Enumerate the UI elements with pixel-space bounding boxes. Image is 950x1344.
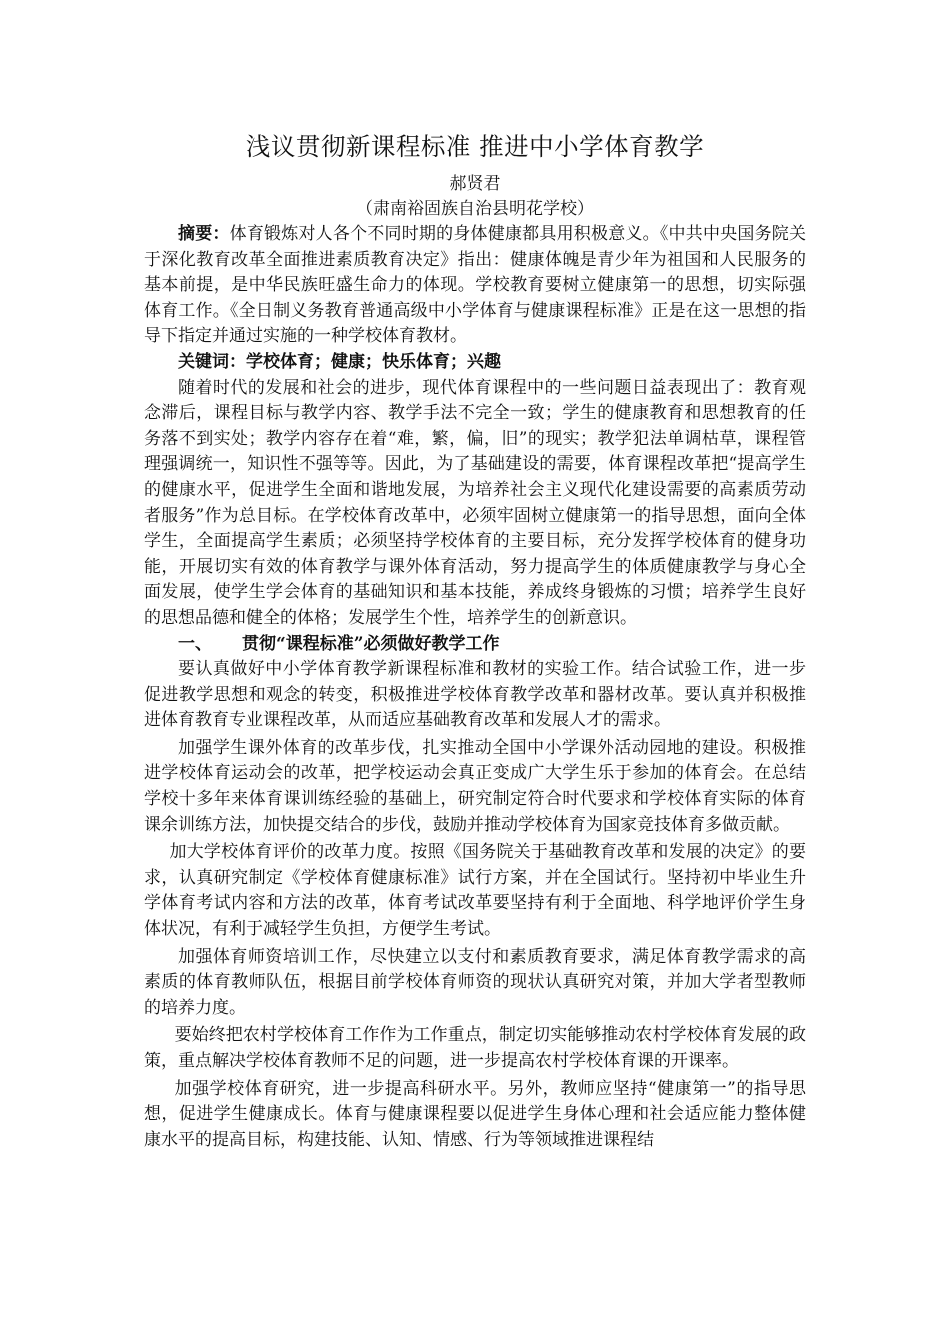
body-paragraph: 加强学生课外体育的改革步伐，扎实推动全国中小学课外活动园地的建设。积极推进学校体育运动会的改革，把学校运动会真正变成广大学生乐于参加的体育会。在总结学校十多年来体育课训练经验的基础上，研究制定符合时代要求和学校体育实际的体育课余训练方法，加快提交结合的步伐，鼓励并推动学校体育为国家竞技体育多做贡献。 — [144, 737, 806, 835]
document-page — [144, 130, 806, 1153]
body-paragraph: 加大学校体育评价的改革力度。按照《国务院关于基础教育改革和发展的决定》的要求，认真研究制定《学校体育健康标准》试行方案，并在全国试行。坚持初中毕业生升学体育考试内容和方法的改革，体育考试改革要坚持有利于全面地、科学地评价学生身体状况，有利于减轻学生负担，方便学生考试。 — [144, 842, 806, 940]
section-heading — [144, 632, 806, 658]
abstract-text: 体育锻炼对人各个不同时期的身体健康都具用积极意义。《中共中央国务院关于深化教育改革全面推进素质教育决定》指出：健康体魄是青少年为祖国和人民服务的基本前提，是中华民族旺盛生命力的体现。学校教育要树立健康第一的思想，切实际强体育工作。《全日制义务教育普通高级中小学体育与健康课程标准》正是在这一思想的指导下指定并通过实施的一种学校体育教材。 — [144, 224, 806, 347]
body-paragraph: 加强体育师资培训工作，尽快建立以支付和素质教育要求，满足体育教学需求的高素质的体育教师队伍，根据目前学校体育师资的现状认真研究对策，并加大学者型教师的培养力度。 — [144, 946, 806, 1018]
author-affiliation: （肃南裕固族自治县明花学校） — [356, 199, 594, 219]
author-name: 郝贤君 — [449, 174, 501, 194]
body-paragraph: 要认真做好中小学体育教学新课程标准和教材的实验工作。结合试验工作，进一步促进教学思想和观念的转变，积极推进学校体育教学改革和器材改革。要认真并积极推进体育教育专业课程改革，从而适应基础教育改革和发展人才的需求。 — [144, 659, 806, 731]
body-paragraph: 加强学校体育研究，进一步提高科研水平。另外，教师应坚持“健康第一”的指导思想，促进学生健康成长。体育与健康课程要以促进学生身体心理和社会适应能力整体健康水平的提高目标，构建技能、认知、情感、行为等领域推进课程结 — [144, 1078, 806, 1150]
keywords-label: 关键词： — [178, 351, 246, 372]
section-heading-text: 贯彻“课程标准”必须做好教学工作 — [242, 633, 500, 654]
document-title: 浅议贯彻新课程标准 推进中小学体育教学 — [245, 132, 705, 161]
keywords-text: 学校体育；健康；快乐体育；兴趣 — [246, 351, 501, 372]
abstract-paragraph — [144, 222, 806, 350]
abstract-label: 摘要： — [178, 224, 230, 244]
keywords-paragraph — [144, 350, 806, 376]
body-paragraph: 要始终把农村学校体育工作作为工作重点，制定切实能够推动农村学校体育发展的政策，重点解决学校体育教师不足的问题，进一步提高农村学校体育课的开课率。 — [144, 1025, 806, 1071]
section-number: 一、 — [178, 633, 212, 654]
intro-paragraph: 随着时代的发展和社会的进步，现代体育课程中的一些问题日益表现出了：教育观念滞后，课程目标与教学内容、教学手法不完全一致；学生的健康教育和思想教育的任务落不到实处；教学内容存在着“难，繁，偏，旧”的现实；教学犯法单调枯草，课程管理强调统一，知识性不强等等。因此，为了基础建设的需要，体育课程改革把“提高学生的健康水平，促进学生全面和谐地发展，为培养社会主义现代化建设需要的高素质劳动者服务”作为总目标。在学校体育改革中，必须牢固树立健康第一的指导思想，面向全体学生，全面提高学生素质；必须坚持学校体育的主要目标，充分发挥学校体育的健身功能，开展切实有效的体育教学与课外体育活动，努力提高学生的体质健康教学与身心全面发展，使学生学会体育的基础知识和基本技能，养成终身锻炼的习惯；培养学生良好的思想品德和健全的体格；发展学生个性，培养学生的创新意识。 — [144, 377, 806, 628]
